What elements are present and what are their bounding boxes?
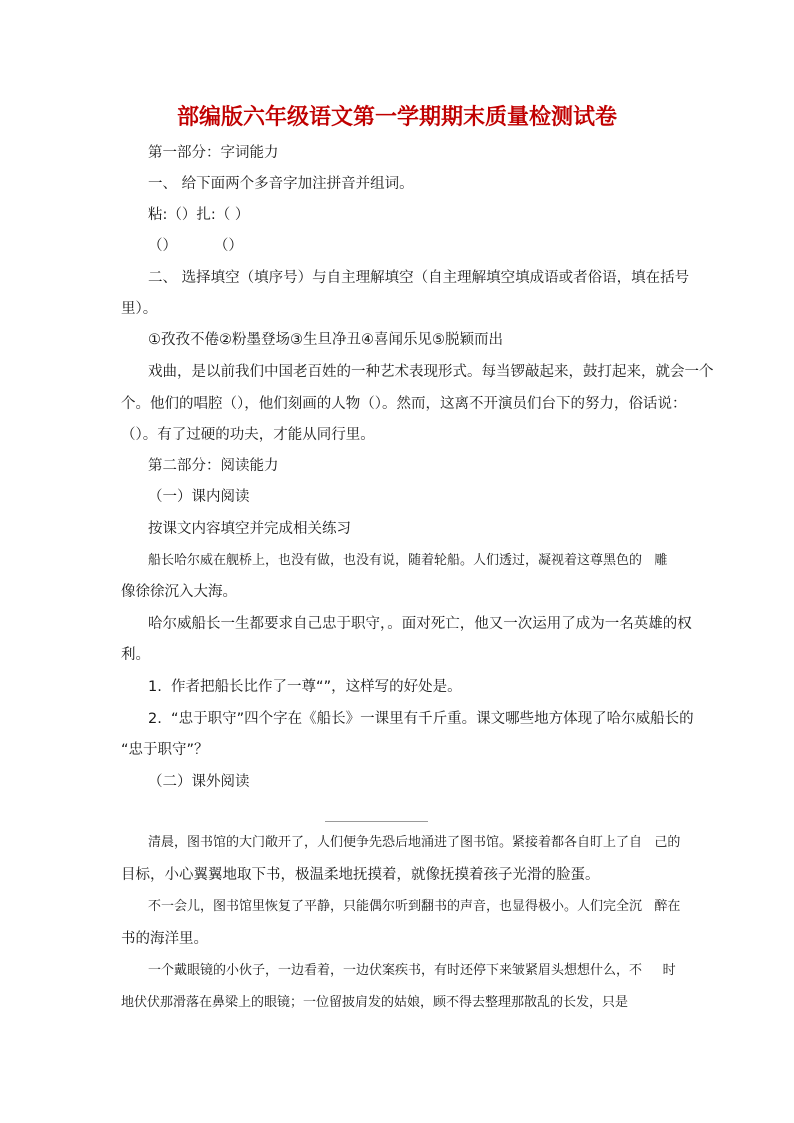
section2-paragraph3-line1: 一个戴眼镜的小伙子，一边看着，一边伏案疾书，有时还停下来皱紧眉头想想什么，不 时 xyxy=(148,963,676,978)
section1-passage2-line1: 哈尔威船长一生都要求自己忠于职守，。面对死亡，他又一次运用了成为一名英雄的权 xyxy=(148,616,692,632)
section2-heading: （二）课外阅读 xyxy=(148,774,250,790)
section2-paragraph1-line1: 清晨，图书馆的大门敞开了，人们便争先恐后地涌进了图书馆。紧接着都各自盯上了自 己的 xyxy=(148,835,681,850)
question1-text: 一、 给下面两个多音字加注拼音并组词。 xyxy=(148,176,414,192)
section2-paragraph3-line2: 地伏伏那滑落在鼻梁上的眼镜；一位留披肩发的姑娘，顾不得去整理那散乱的长发，只是 xyxy=(121,995,629,1010)
part2-heading: 第二部分：阅读能力 xyxy=(148,458,279,474)
question2-text-line1: 二、 选择填空（填序号）与自主理解填空（自主理解填空填成语或者俗语，填在括号 xyxy=(148,270,690,286)
section1-passage1-line2: 像徐徐沉入大海。 xyxy=(121,584,237,600)
section1-passage1-line1: 船长哈尔威在舰桥上，也没有做，也没有说，随着轮船。人们透过，凝视着这尊黑色的 雕 xyxy=(148,553,668,568)
question2-text-line2: 里）。 xyxy=(121,301,158,317)
question2-passage-line2: 个。他们的唱腔（），他们刻画的人物（）。然而，这离不开演员们台下的努力，俗话说： xyxy=(121,396,687,412)
section-divider xyxy=(325,821,428,822)
question2-options: ①孜孜不倦②粉墨登场③生旦净丑④喜闻乐见⑤脱颖而出 xyxy=(148,332,503,348)
question2-passage-line1: 戏曲，是以前我们中国老百姓的一种艺术表现形式。每当锣敲起来，鼓打起来，就会一个 xyxy=(148,364,714,380)
section1-question2-line2: “忠于职守”？ xyxy=(121,742,209,758)
section1-passage2-line2: 利。 xyxy=(121,647,150,663)
section1-heading: （一）课内阅读 xyxy=(148,489,250,505)
question1-blanks: （） （） xyxy=(148,238,243,254)
section2-paragraph2-line1: 不一会儿，图书馆里恢复了平静，只能偶尔听到翻书的声音，也显得极小。人们完全沉 醉在 xyxy=(148,899,681,914)
section1-question1: 1. 作者把船长比作了一尊“”，这样写的好处是。 xyxy=(148,679,462,695)
part1-heading: 第一部分：字词能力 xyxy=(148,145,279,161)
section2-paragraph1-line2: 目标，小心翼翼地取下书，极温柔地抚摸着，就像抚摸着孩子光滑的脸蛋。 xyxy=(121,867,600,883)
section1-instruction: 按课文内容填空并完成相关练习 xyxy=(148,521,351,537)
question1-chars: 粘:（）扎:（ ） xyxy=(148,207,250,223)
page-title: 部编版六年级语文第一学期期末质量检测试卷 xyxy=(176,104,617,130)
section1-question2-line1: 2. “忠于职守”四个字在《船长》一课里有千斤重。课文哪些地方体现了哈尔威船长的 xyxy=(148,711,694,727)
question2-passage-line3: （）。有了过硬的功夫，才能从同行里。 xyxy=(121,427,375,443)
section2-paragraph2-line2: 书的海洋里。 xyxy=(121,931,208,947)
